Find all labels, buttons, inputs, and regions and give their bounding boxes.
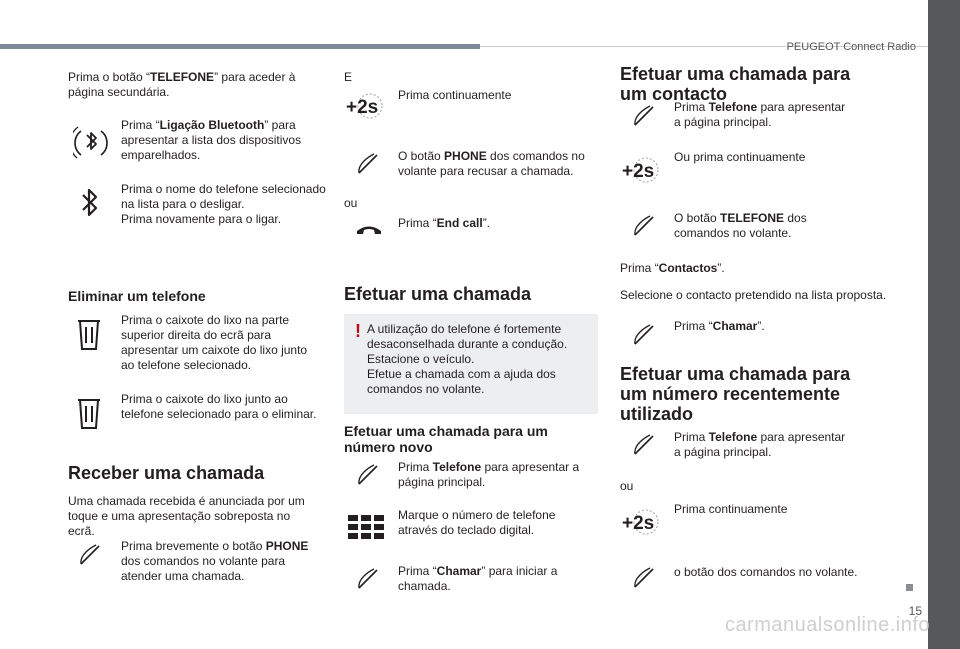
bluetooth-link-icon bbox=[73, 124, 109, 162]
heading-new-number: Efetuar uma chamada para um número novo bbox=[344, 423, 548, 455]
hang-up-icon bbox=[356, 222, 382, 236]
heading-receive-call: Receber uma chamada bbox=[68, 463, 265, 483]
touch-finger-icon bbox=[356, 463, 380, 487]
recent-step-2: Prima continuamente bbox=[674, 502, 788, 516]
heading-make-call: Efetuar uma chamada bbox=[344, 284, 532, 304]
touch-finger-icon bbox=[632, 323, 656, 347]
keypad-icon bbox=[346, 513, 386, 541]
hold-2s-label: +2s bbox=[622, 161, 655, 182]
label-ou: ou bbox=[620, 479, 634, 493]
trash-icon bbox=[77, 398, 101, 430]
heading-delete-phone: Eliminar um telefone bbox=[68, 288, 206, 304]
trash-icon bbox=[77, 319, 101, 351]
recent-step-1: Prima Telefone para apresentar a página principal. bbox=[674, 430, 846, 459]
new-step-1: Prima Telefone para apresentar a página principal. bbox=[398, 460, 580, 489]
watermark: carmanualsonline.info bbox=[724, 614, 930, 636]
running-header: PEUGEOT Connect Radio bbox=[786, 41, 916, 53]
bluetooth-icon bbox=[80, 186, 100, 220]
step-delete-1: Prima o caixote do lixo na parte superior direita do ecrã para apresentar um caixote do lixo junto ao telefone selecionado. bbox=[121, 313, 308, 372]
touch-finger-icon bbox=[632, 214, 656, 238]
continue-marker bbox=[906, 584, 913, 591]
step-bluetooth-link: Prima “Ligação Bluetooth” para apresentar a lista dos dispositivos emparelhados. bbox=[121, 118, 302, 162]
heading-call-contact: Efetuar uma chamada para um contacto bbox=[620, 64, 851, 104]
hold-text: Prima continuamente bbox=[398, 88, 512, 102]
contact-step-5: Selecione o contacto pretendido na lista proposta. bbox=[620, 288, 887, 302]
recent-step-3: o botão dos comandos no volante. bbox=[674, 565, 858, 579]
contact-step-4: Prima “Contactos”. bbox=[620, 261, 725, 275]
touch-finger-icon bbox=[356, 152, 380, 176]
contact-step-3: O botão TELEFONE dos comandos no volante. bbox=[674, 211, 807, 240]
contact-step-1: Prima Telefone para apresentar a página principal. bbox=[674, 100, 846, 129]
step-delete-2: Prima o caixote do lixo junto ao telefone selecionado para o eliminar. bbox=[121, 392, 317, 421]
page-edge-strip bbox=[928, 0, 960, 649]
receive-text: Uma chamada recebida é anunciada por um toque e uma apresentação sobreposta no ecrã. bbox=[68, 494, 305, 538]
hold-2s-label: +2s bbox=[346, 97, 379, 118]
intro-text: Prima o botão “TELEFONE” para aceder à página secundária. bbox=[68, 70, 296, 99]
heading-recent-number: Efetuar uma chamada para um número recentemente utilizado bbox=[620, 364, 851, 424]
label-ou: ou bbox=[344, 196, 358, 210]
touch-finger-icon bbox=[356, 567, 380, 591]
page-number: 15 bbox=[908, 604, 922, 618]
new-step-3: Prima “Chamar” para iniciar a chamada. bbox=[398, 564, 558, 593]
header-bar bbox=[0, 44, 480, 49]
end-call-step: Prima “End call”. bbox=[398, 216, 491, 230]
label-e: E bbox=[344, 70, 353, 84]
touch-finger-icon bbox=[632, 433, 656, 457]
hold-2s-label: +2s bbox=[622, 513, 655, 534]
contact-step-6: Prima “Chamar”. bbox=[674, 319, 765, 333]
receive-step: Prima brevemente o botão PHONE dos comandos no volante para atender uma chamada. bbox=[121, 539, 309, 583]
warning-mark: ! bbox=[355, 321, 361, 341]
step-phone-name: Prima o nome do telefone selecionado na lista para o desligar. Prima novamente para o ligar. bbox=[121, 182, 326, 226]
contact-step-2: Ou prima continuamente bbox=[674, 150, 806, 164]
reject-step: O botão PHONE dos comandos no volante para recusar a chamada. bbox=[398, 149, 585, 178]
new-step-2: Marque o número de telefone através do teclado digital. bbox=[398, 508, 556, 537]
warning-text: A utilização do telefone é fortemente desaconselhada durante a condução. Estacione o veículo. Efetue a chamada com a ajuda dos comandos no volante. bbox=[367, 322, 568, 396]
touch-finger-icon bbox=[632, 566, 656, 590]
touch-finger-icon bbox=[78, 543, 102, 567]
touch-finger-icon bbox=[632, 104, 656, 128]
